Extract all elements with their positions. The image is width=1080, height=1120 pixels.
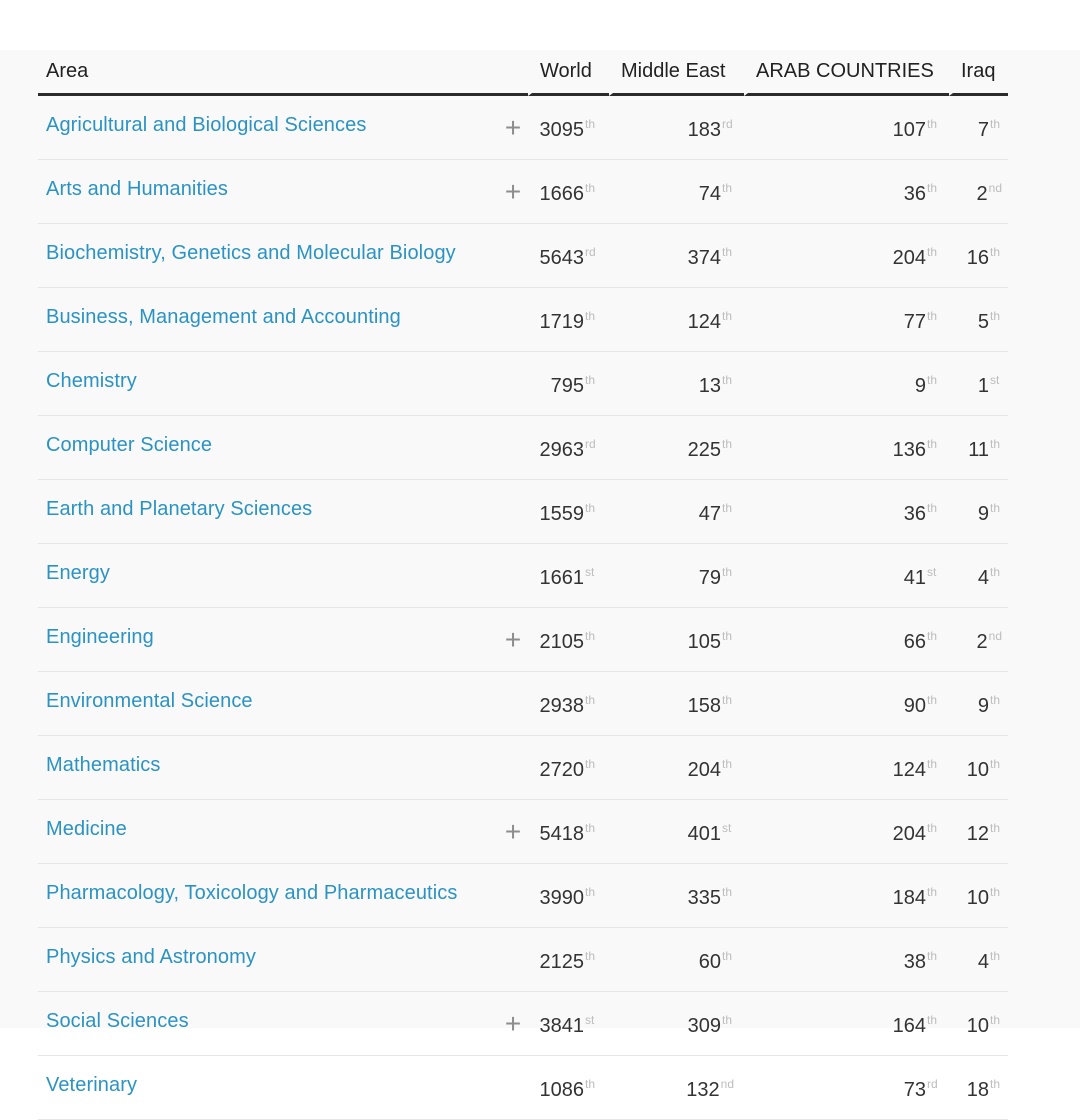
table-row	[38, 992, 1008, 1056]
rank-value: 36	[903, 503, 926, 525]
rank-value: 1559	[539, 503, 584, 525]
rank-middle-east: 158th	[609, 672, 744, 736]
table-row	[38, 352, 1008, 416]
empty-cell	[498, 672, 528, 736]
area-link[interactable]: Veterinary	[38, 1056, 498, 1120]
empty-cell	[498, 928, 528, 992]
empty-cell	[498, 544, 528, 608]
rank-value: 183	[687, 119, 721, 141]
rank-value: 4	[977, 567, 989, 589]
rank-world: 5418th	[528, 800, 609, 864]
rank-arab-countries: 66th	[744, 608, 949, 672]
rank-value: 124	[687, 311, 721, 333]
rank-value: 12	[966, 823, 989, 845]
rank-value: 105	[687, 631, 721, 653]
rank-iraq: 10th	[949, 864, 1008, 928]
rank-value: 66	[903, 631, 926, 653]
rank-value: 2	[976, 183, 988, 205]
rank-value: 1719	[539, 311, 584, 333]
rank-iraq: 5th	[949, 288, 1008, 352]
rank-world: 5643rd	[528, 224, 609, 288]
area-link[interactable]: Earth and Planetary Sciences	[38, 480, 498, 544]
rank-middle-east: 225th	[609, 416, 744, 480]
area-link[interactable]: Business, Management and Accounting	[38, 288, 498, 352]
rank-value: 73	[903, 1079, 926, 1101]
rank-arab-countries: 73rd	[744, 1056, 949, 1120]
rank-world: 2720th	[528, 736, 609, 800]
rank-value: 7	[977, 119, 989, 141]
rank-arab-countries: 36th	[744, 480, 949, 544]
rank-value: 158	[687, 695, 721, 717]
rank-iraq: 10th	[949, 992, 1008, 1056]
rank-arab-countries: 36th	[744, 160, 949, 224]
rank-value: 2720	[539, 759, 584, 781]
rank-value: 10	[966, 759, 989, 781]
rank-world: 1086th	[528, 1056, 609, 1120]
table-row	[38, 672, 1008, 736]
rank-value: 10	[966, 887, 989, 909]
expand-plus-icon[interactable]: +	[498, 160, 528, 224]
area-link[interactable]: Pharmacology, Toxicology and Pharmaceutics	[38, 864, 498, 928]
rank-value: 1661	[539, 567, 584, 589]
rank-iraq: 16th	[949, 224, 1008, 288]
rank-arab-countries: 164th	[744, 992, 949, 1056]
rank-middle-east: 124th	[609, 288, 744, 352]
rank-arab-countries: 184th	[744, 864, 949, 928]
table-body	[38, 96, 1008, 1120]
table-row	[38, 1056, 1008, 1120]
empty-cell	[498, 1056, 528, 1120]
header-arab-countries: ARAB COUNTRIES	[744, 50, 949, 96]
rank-iraq: 11th	[949, 416, 1008, 480]
rank-value: 2105	[539, 631, 584, 653]
rank-middle-east: 401st	[609, 800, 744, 864]
rank-value: 36	[903, 183, 926, 205]
rank-value: 204	[892, 247, 926, 269]
rank-value: 132	[686, 1079, 720, 1101]
rank-middle-east: 60th	[609, 928, 744, 992]
ranking-panel	[0, 50, 1080, 1101]
area-link[interactable]: Energy	[38, 544, 498, 608]
rank-arab-countries: 90th	[744, 672, 949, 736]
rank-middle-east: 79th	[609, 544, 744, 608]
expand-plus-icon[interactable]: +	[498, 96, 528, 160]
rank-value: 2125	[539, 951, 584, 973]
rank-iraq: 12th	[949, 800, 1008, 864]
rank-value: 374	[687, 247, 721, 269]
rank-value: 5643	[539, 247, 584, 269]
table-row	[38, 544, 1008, 608]
empty-cell	[498, 224, 528, 288]
rank-value: 164	[892, 1015, 926, 1037]
rank-value: 184	[892, 887, 926, 909]
rank-arab-countries: 204th	[744, 224, 949, 288]
rank-iraq: 4th	[949, 544, 1008, 608]
rank-value: 1	[977, 375, 989, 397]
table-row	[38, 416, 1008, 480]
rank-arab-countries: 107th	[744, 96, 949, 160]
rank-middle-east: 204th	[609, 736, 744, 800]
rank-world: 3990th	[528, 864, 609, 928]
ranking-table	[38, 50, 1008, 1120]
area-link[interactable]: Chemistry	[38, 352, 498, 416]
rank-value: 79	[698, 567, 721, 589]
rank-value: 2938	[539, 695, 584, 717]
rank-value: 9	[977, 695, 989, 717]
expand-plus-icon[interactable]: +	[498, 800, 528, 864]
rank-iraq: 9th	[949, 672, 1008, 736]
rank-middle-east: 132nd	[609, 1056, 744, 1120]
rank-value: 3841	[539, 1015, 584, 1037]
rank-value: 47	[698, 503, 721, 525]
rank-value: 2	[976, 631, 988, 653]
header-iraq: Iraq	[949, 50, 1008, 96]
rank-value: 107	[892, 119, 926, 141]
table-header-row	[38, 50, 1008, 96]
rank-middle-east: 374th	[609, 224, 744, 288]
rank-value: 124	[892, 759, 926, 781]
expand-plus-icon[interactable]: +	[498, 992, 528, 1056]
rank-arab-countries: 136th	[744, 416, 949, 480]
table-row	[38, 736, 1008, 800]
rank-value: 5	[977, 311, 989, 333]
empty-cell	[498, 864, 528, 928]
rank-value: 38	[903, 951, 926, 973]
rank-value: 309	[687, 1015, 721, 1037]
table-row	[38, 480, 1008, 544]
rank-value: 795	[550, 375, 584, 397]
area-link[interactable]: Arts and Humanities	[38, 160, 498, 224]
rank-iraq: 18th	[949, 1056, 1008, 1120]
rank-value: 16	[966, 247, 989, 269]
table-row	[38, 928, 1008, 992]
rank-iraq: 9th	[949, 480, 1008, 544]
rank-arab-countries: 9th	[744, 352, 949, 416]
rank-middle-east: 309th	[609, 992, 744, 1056]
rank-world: 1719th	[528, 288, 609, 352]
rank-arab-countries: 38th	[744, 928, 949, 992]
expand-plus-icon[interactable]: +	[498, 608, 528, 672]
rank-arab-countries: 41st	[744, 544, 949, 608]
table-row	[38, 608, 1008, 672]
rank-arab-countries: 204th	[744, 800, 949, 864]
empty-cell	[498, 352, 528, 416]
rank-middle-east: 74th	[609, 160, 744, 224]
rank-iraq: 2nd	[949, 608, 1008, 672]
area-link[interactable]: Computer Science	[38, 416, 498, 480]
rank-middle-east: 105th	[609, 608, 744, 672]
empty-cell	[498, 416, 528, 480]
area-link[interactable]: Mathematics	[38, 736, 498, 800]
rank-value: 5418	[539, 823, 584, 845]
rank-value: 18	[966, 1079, 989, 1101]
rank-value: 10	[966, 1015, 989, 1037]
rank-iraq: 7th	[949, 96, 1008, 160]
rank-value: 225	[687, 439, 721, 461]
rank-value: 3095	[539, 119, 584, 141]
rank-world: 1666th	[528, 160, 609, 224]
area-link[interactable]: Engineering	[38, 608, 498, 672]
rank-value: 136	[892, 439, 926, 461]
rank-iraq: 1st	[949, 352, 1008, 416]
rank-iraq: 10th	[949, 736, 1008, 800]
area-link[interactable]: Biochemistry, Genetics and Molecular Biology	[38, 224, 498, 288]
header-middle-east: Middle East	[609, 50, 744, 96]
rank-world: 3841st	[528, 992, 609, 1056]
rank-value: 2963	[539, 439, 584, 461]
rank-arab-countries: 77th	[744, 288, 949, 352]
area-link[interactable]: Agricultural and Biological Sciences	[38, 96, 498, 160]
rank-middle-east: 13th	[609, 352, 744, 416]
rank-value: 13	[698, 375, 721, 397]
rank-world: 2105th	[528, 608, 609, 672]
rank-iraq: 2nd	[949, 160, 1008, 224]
rank-value: 11	[968, 439, 989, 461]
rank-value: 4	[977, 951, 989, 973]
rank-world: 2938th	[528, 672, 609, 736]
header-area: Area	[38, 50, 528, 96]
table-row	[38, 864, 1008, 928]
rank-value: 90	[903, 695, 926, 717]
rank-middle-east: 335th	[609, 864, 744, 928]
rank-world: 1559th	[528, 480, 609, 544]
rank-world: 2125th	[528, 928, 609, 992]
rank-value: 401	[687, 823, 721, 845]
empty-cell	[498, 736, 528, 800]
rank-value: 1666	[539, 183, 584, 205]
header-world: World	[528, 50, 609, 96]
area-link[interactable]: Environmental Science	[38, 672, 498, 736]
rank-value: 9	[977, 503, 989, 525]
rank-world: 3095th	[528, 96, 609, 160]
rank-value: 74	[698, 183, 721, 205]
rank-middle-east: 47th	[609, 480, 744, 544]
rank-value: 60	[698, 951, 721, 973]
rank-value: 41	[903, 567, 926, 589]
table-row	[38, 800, 1008, 864]
rank-value: 3990	[539, 887, 584, 909]
rank-middle-east: 183rd	[609, 96, 744, 160]
rank-value: 204	[687, 759, 721, 781]
empty-cell	[498, 480, 528, 544]
table-row	[38, 96, 1008, 160]
rank-value: 335	[687, 887, 721, 909]
rank-iraq: 4th	[949, 928, 1008, 992]
table-row	[38, 224, 1008, 288]
rank-arab-countries: 124th	[744, 736, 949, 800]
area-link[interactable]: Physics and Astronomy	[38, 928, 498, 992]
rank-value: 77	[903, 311, 926, 333]
rank-world: 795th	[528, 352, 609, 416]
rank-value: 9	[914, 375, 926, 397]
area-link[interactable]: Medicine	[38, 800, 498, 864]
table-row	[38, 160, 1008, 224]
rank-value: 204	[892, 823, 926, 845]
rank-world: 1661st	[528, 544, 609, 608]
rank-world: 2963rd	[528, 416, 609, 480]
empty-cell	[498, 288, 528, 352]
rank-value: 1086	[539, 1079, 584, 1101]
table-row	[38, 288, 1008, 352]
area-link[interactable]: Social Sciences	[38, 992, 498, 1056]
